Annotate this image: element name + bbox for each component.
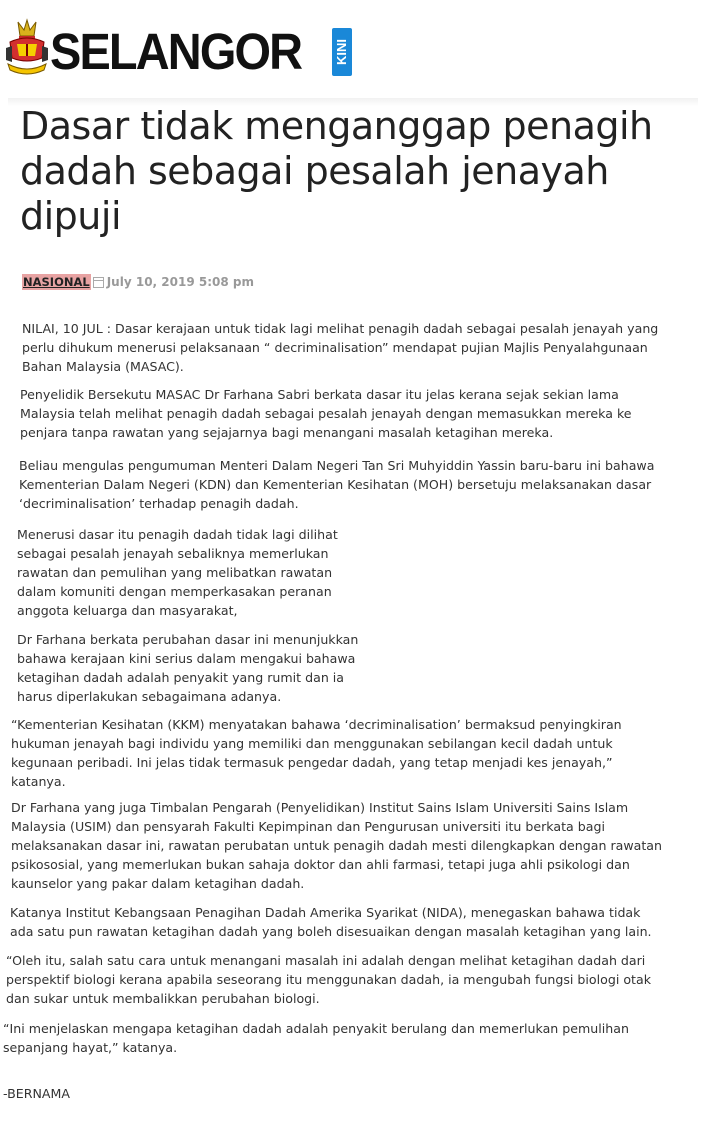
article-date: July 10, 2019 5:08 pm [106, 275, 254, 289]
article-paragraph: Dr Farhana yang juga Timbalan Pengarah (Penyelidikan) Institut Sains Islam Universiti Sains Islam Malaysia (USIM) dan pensyarah Fakulti Kepimpinan dan Pengurusan universiti itu berkata bagi melaksanakan dasar ini, rawatan perubatan untuk penagih dadah mesti dilengkapkan dengan rawatan psikososial, yang memerlukan bukan sahaja doktor dan ahli farmasi, tetapi juga ahli psikologi dan kaunselor yang pakar dalam ketagihan dadah. [11, 800, 663, 891]
article-paragraph: Katanya Institut Kebangsaan Penagihan Dadah Amerika Syarikat (NIDA), menegaskan bahawa tidak ada satu pun rawatan ketagihan dadah yang boleh disesuaikan dengan masalah ketagihan yang lain. [10, 905, 652, 939]
selangor-crest-icon [4, 18, 50, 76]
article-paragraph: NILAI, 10 JUL : Dasar kerajaan untuk tidak lagi melihat penagih dadah sebagai pesalah jenayah yang perlu dihukum menerusi pelaksanaan “ decriminalisation” mendapat pujian Majlis Penyalahgunaan Bahan Malaysia (MASAC). [22, 321, 659, 374]
article-source: -BERNAMA [3, 1086, 70, 1101]
site-logo[interactable] [4, 18, 364, 80]
calendar-icon [93, 277, 104, 288]
site-name: SELANGOR [50, 23, 302, 80]
article-paragraph: Menerusi dasar itu penagih dadah tidak lagi dilihat sebagai pesalah jenayah sebaliknya memerlukan rawatan dan pemulihan yang melibatkan rawatan dalam komuniti dengan memperkasakan peranan anggota keluarga dan masyarakat, [17, 527, 338, 618]
article-paragraph: Beliau mengulas pengumuman Menteri Dalam Negeri Tan Sri Muhyiddin Yassin baru-baru ini bahawa Kementerian Dalam Negeri (KDN) dan Kementerian Kesihatan (MOH) bersetuju melaksanakan dasar ‘decriminalisation’ terhadap penagih dadah. [19, 458, 655, 511]
article-meta [22, 274, 254, 290]
article-paragraph: “Kementerian Kesihatan (KKM) menyatakan bahawa ‘decriminalisation’ bermaksud penyingkiran hukuman jenayah bagi individu yang memiliki dan menggunakan sebilangan kecil dadah untuk kegunaan peribadi. Ini jelas tidak termasuk pengedar dadah, yang tetap menjadi kes jenayah,” katanya. [11, 717, 622, 789]
site-suffix-badge [332, 28, 352, 76]
article-paragraph: Dr Farhana berkata perubahan dasar ini menunjukkan bahawa kerajaan kini serius dalam mengakui bahawa ketagihan dadah adalah penyakit yang rumit dan ia harus diperlakukan sebagaimana adanya. [17, 632, 359, 704]
article-paragraph: Penyelidik Bersekutu MASAC Dr Farhana Sabri berkata dasar itu jelas kerana sejak sekian lama Malaysia telah melihat penagih dadah sebagai pesalah jenayah dengan memasukkan mereka ke penjara tanpa rawatan yang sejajarnya bagi menangani masalah ketagihan mereka. [20, 387, 632, 440]
article-paragraph: “Ini menjelaskan mengapa ketagihan dadah adalah penyakit berulang dan memerlukan pemulihan sepanjang hayat,” katanya. [3, 1021, 629, 1055]
article-title: Dasar tidak menganggap penagih dadah sebagai pesalah jenayah dipuji [20, 104, 653, 238]
site-suffix: KINI [334, 39, 349, 65]
category-link[interactable]: NASIONAL [23, 275, 90, 289]
article-paragraph: “Oleh itu, salah satu cara untuk menangani masalah ini adalah dengan melihat ketagihan dadah dari perspektif biologi kerana apabila seseorang itu menggunakan dadah, ia mengubah fungsi biologi otak dan sukar untuk membalikkan perubahan biologi. [6, 953, 651, 1006]
